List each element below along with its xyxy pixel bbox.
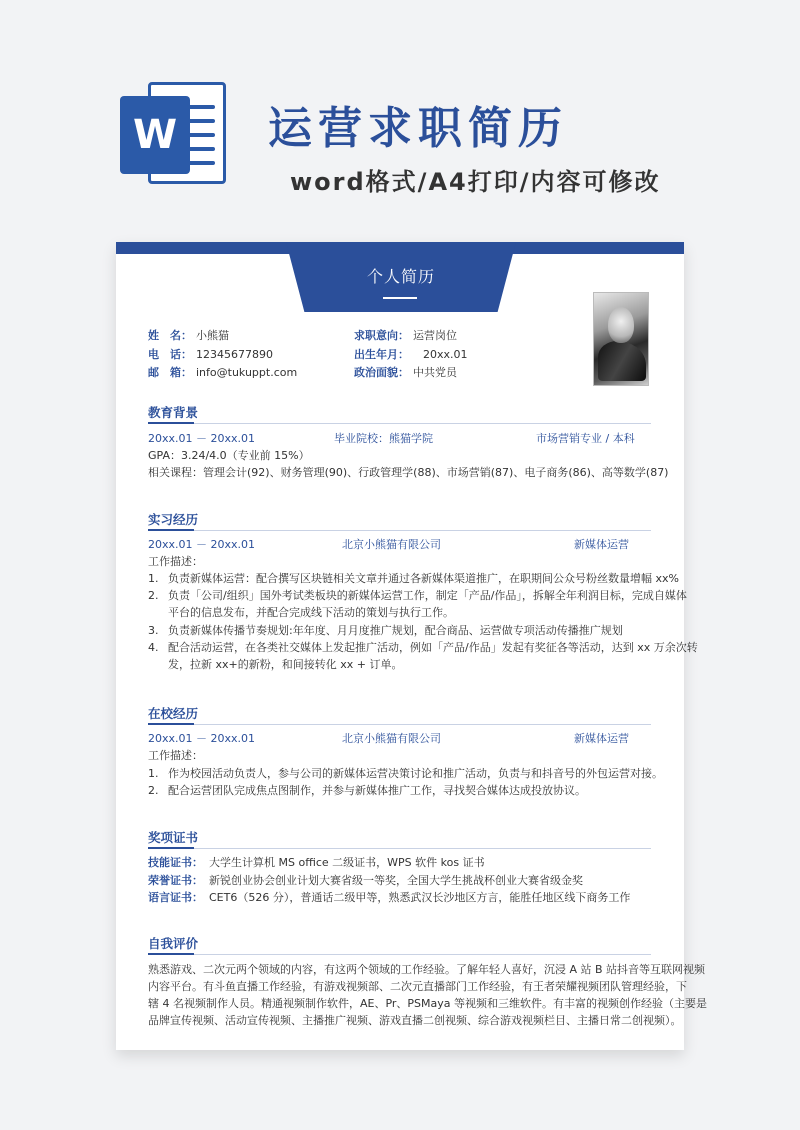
education-divider: [148, 423, 651, 424]
word-letter: W: [120, 96, 190, 174]
education-major: 市场营销专业 / 本科: [536, 432, 635, 445]
campus-item: 作为校园活动负责人，参与公司的新媒体运营决策讨论和推广活动，负责与和抖音号的外包运营对接。: [168, 767, 663, 780]
word-logo-icon: [120, 82, 226, 188]
self-divider: [148, 954, 651, 955]
page-title: 运营求职简历: [268, 103, 568, 154]
internship-period: 20xx.01 － 20xx.01: [148, 538, 256, 551]
lang-row: [148, 891, 630, 905]
skill-label: 技能证书：: [148, 856, 203, 869]
lang-value: CET6（526 分），普通话二级甲等，熟悉武汉长沙地区方言，能胜任地区线下商务工作: [209, 891, 631, 904]
internship-item-num: 4.: [148, 641, 159, 654]
resume-heading: 个人简历: [366, 267, 435, 286]
page-subtitle: word格式/A4打印/内容可修改: [290, 168, 661, 196]
name-row: [148, 329, 229, 343]
name-value: 小熊猫: [196, 329, 229, 342]
profile-photo: [593, 292, 649, 386]
honor-label: 荣誉证书：: [148, 874, 203, 887]
internship-item: 负责新媒体传播节奏规划:年年度、月月度推广规划，配合商品、运营做专项活动传播推广规划: [168, 624, 623, 637]
campus-item: 配合运营团队完成焦点图制作，并参与新媒体推广工作，寻找契合媒体达成投放协议。: [168, 784, 586, 797]
education-period: 20xx.01 － 20xx.01: [148, 432, 256, 445]
internship-item-num: 1.: [148, 572, 159, 585]
self-line: 品牌宣传视频、活动宣传视频、主播推广视频、游戏直播二创视频、综合游戏视频栏目、主播日常二创视频）。: [148, 1014, 682, 1027]
birth-value: 20xx.01: [423, 348, 468, 361]
political-label: 政治面貌：: [354, 366, 409, 379]
campus-period: 20xx.01 － 20xx.01: [148, 732, 256, 745]
email-value: info@tukuppt.com: [196, 366, 298, 379]
education-courses: 相关课程：管理会计(92)、财务管理(90)、行政管理学(88)、市场营销(87)、电子商务(86)、高等数学(87): [148, 466, 669, 479]
education-title: 教育背景: [148, 405, 199, 420]
campus-item-num: 2.: [148, 784, 159, 797]
lang-label: 语言证书：: [148, 891, 203, 904]
birth-row: [354, 348, 468, 362]
internship-item-num: 3.: [148, 624, 159, 637]
honor-row: [148, 874, 583, 888]
intent-value: 运营岗位: [413, 329, 457, 342]
internship-role: 新媒体运营: [574, 538, 629, 551]
internship-item-cont: 平台的信息发布，并配合完成线下活动的策划与执行工作。: [168, 606, 454, 619]
self-line: 内容平台。有斗鱼直播工作经验，有游戏视频部、二次元直播部门工作经验，有王者荣耀视频团队管理经验，下: [148, 980, 687, 993]
heading-underline: [383, 297, 417, 299]
name-label: 姓 名：: [148, 329, 192, 342]
phone-label: 电 话：: [148, 348, 192, 361]
internship-divider: [148, 530, 651, 531]
awards-title: 奖项证书: [148, 830, 199, 845]
campus-role: 新媒体运营: [574, 732, 629, 745]
internship-item: 负责新媒体运营：配合撰写区块链相关文章并通过各新媒体渠道推广，在职期间公众号粉丝数量增幅 xx%: [168, 572, 679, 585]
skill-value: 大学生计算机 MS office 二级证书，WPS 软件 kos 证书: [209, 856, 485, 869]
self-line: 熟悉游戏、二次元两个领域的内容，有这两个领域的工作经验。了解年轻人喜好，沉浸 A 站 B 站抖音等互联网视频: [148, 963, 706, 976]
political-value: 中共党员: [413, 366, 457, 379]
internship-company: 北京小熊猫有限公司: [342, 538, 441, 551]
internship-item: 配合活动运营，在各类社交媒体上发起推广活动，例如「产品/作品」发起有奖征各等活动，达到 xx 万余次转: [168, 641, 698, 654]
political-row: [354, 366, 457, 380]
campus-item-num: 1.: [148, 767, 159, 780]
education-gpa: GPA：3.24/4.0（专业前 15%）: [148, 449, 310, 462]
awards-divider: [148, 848, 651, 849]
honor-value: 新锐创业协会创业计划大赛省级一等奖，全国大学生挑战杯创业大赛省级金奖: [209, 874, 583, 887]
resume-page: [116, 242, 708, 1050]
internship-desc-label: 工作描述：: [148, 555, 203, 568]
intent-label: 求职意向：: [354, 329, 409, 342]
phone-value: 12345677890: [196, 348, 273, 361]
internship-item-num: 2.: [148, 589, 159, 602]
email-row: [148, 366, 297, 380]
education-school: 毕业院校：熊猫学院: [334, 432, 433, 445]
campus-divider: [148, 724, 651, 725]
internship-item: 负责「公司/组织」国外考试类板块的新媒体运营工作，制定「产品/作品」，拆解全年利润目标，完成自媒体: [168, 589, 687, 602]
phone-row: [148, 348, 273, 362]
internship-item-cont: 发，拉新 xx+的新粉，和间接转化 xx + 订单。: [168, 658, 403, 671]
self-line: 辖 4 名视频制作人员。精通视频制作软件，AE、Pr、PSMaya 等视频和三维软件。有丰富的视频创作经验（主要是: [148, 997, 708, 1010]
campus-title: 在校经历: [148, 706, 199, 721]
email-label: 邮 箱：: [148, 366, 192, 379]
skill-row: [148, 856, 485, 870]
campus-company: 北京小熊猫有限公司: [342, 732, 441, 745]
birth-label: 出生年月：: [354, 348, 409, 361]
self-title: 自我评价: [148, 936, 199, 951]
internship-title: 实习经历: [148, 512, 199, 527]
intent-row: [354, 329, 457, 343]
campus-desc-label: 工作描述：: [148, 749, 203, 762]
